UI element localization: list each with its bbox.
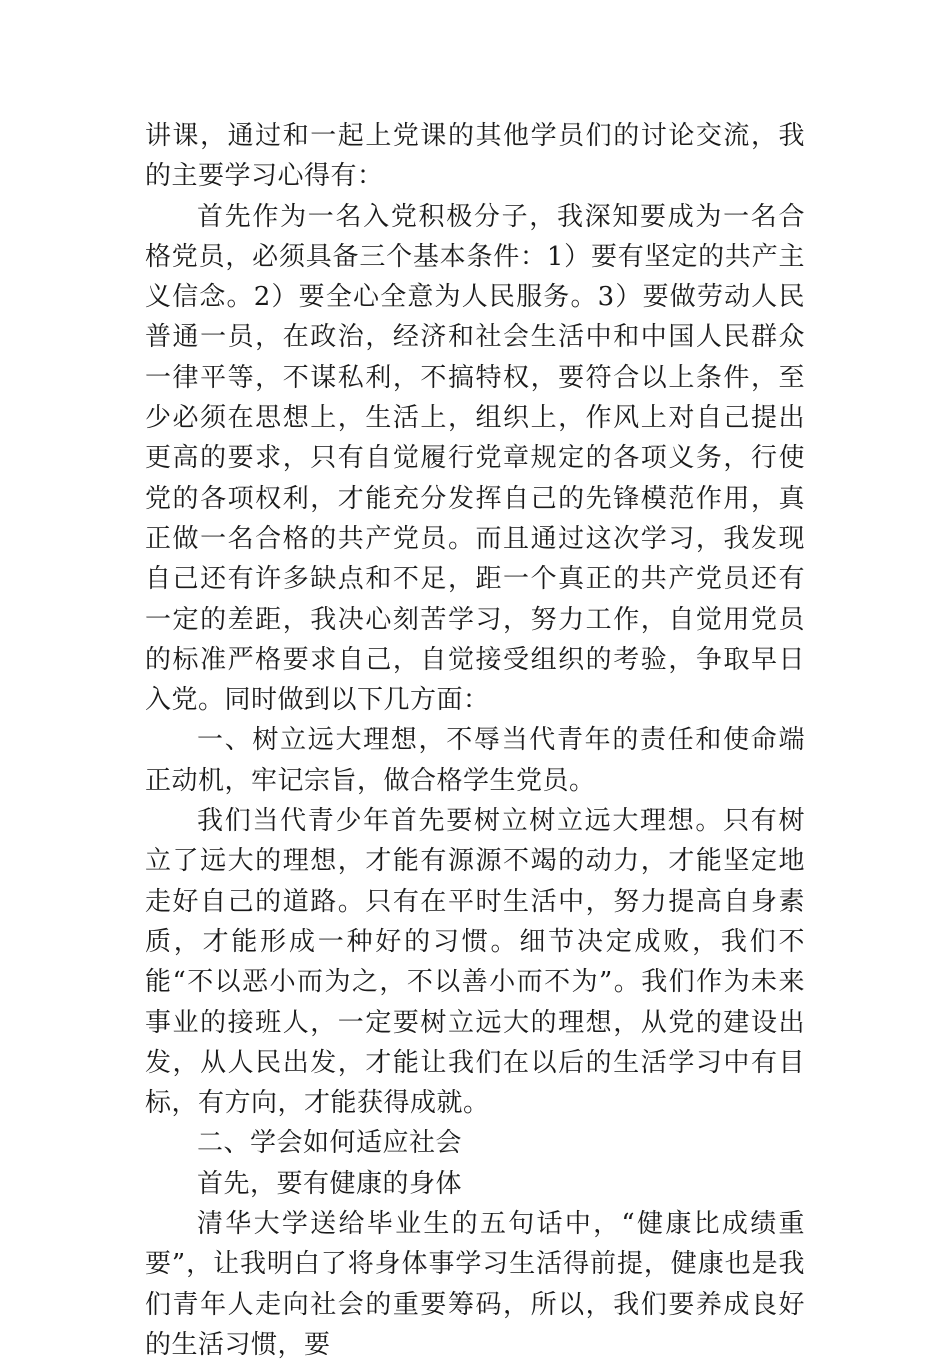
paragraph-subheading-health: 首先，要有健康的身体 [197, 1168, 463, 1199]
paragraph-heading-adapt-society: 二、学会如何适应社会 [197, 1128, 463, 1159]
paragraph-youth-ideals: 我们当代青少年首先要树立树立远大理想。只有树立了远大的理想，才能有源源不竭的动力，才能坚定地走好自己的道路。只有在平时生活中，努力提高自身素质，才能形成一种好的习惯。细节决定成败，我们不能“不以恶小而为之，不以善小而不为”。我们作为未来事业的接班人，一定要树立远大的理想，从党的建设出发，从人民出发，才能让我们在以后的生活学习中有目标，有方向，才能获得成就。 [145, 806, 805, 1119]
paragraph-party-member-conditions: 首先作为一名入党积极分子，我深知要成为一名合格党员，必须具备三个基本条件：1）要有坚定的共产主义信念。2）要全心全意为人民服务。3）要做劳动人民普通一员，在政治，经济和社会生活中和中国人民群众一律平等，不谋私利，不搞特权，要符合以上条件，至少必须在思想上，生活上，组织上，作风上对自己提出更高的要求，只有自觉履行党章规定的各项义务，行使党的各项权利，才能充分发挥自己的先锋模范作用，真正做一名合格的共产党员。而且通过这次学习，我发现自己还有许多缺点和不足，距一个真正的共产党员还有一定的差距，我决心刻苦学习，努力工作，自觉用党员的标准严格要求自己，自觉接受组织的考验，争取早日入党。同时做到以下几方面： [145, 201, 805, 716]
paragraph-tsinghua-advice: 清华大学送给毕业生的五句话中，“健康比成绩重要”，让我明白了将身体事学习生活得前提，健康也是我们青年人走向社会的重要筹码，所以，我们要养成良好的生活习惯，要 [145, 1209, 805, 1360]
document-body [145, 116, 805, 1365]
paragraph-heading-ideals: 一、树立远大理想，不辱当代青年的责任和使命端正动机，牢记宗旨，做合格学生党员。 [145, 725, 805, 796]
paragraph-intro-continuation: 讲课，通过和一起上党课的其他学员们的讨论交流，我的主要学习心得有： [145, 121, 805, 192]
